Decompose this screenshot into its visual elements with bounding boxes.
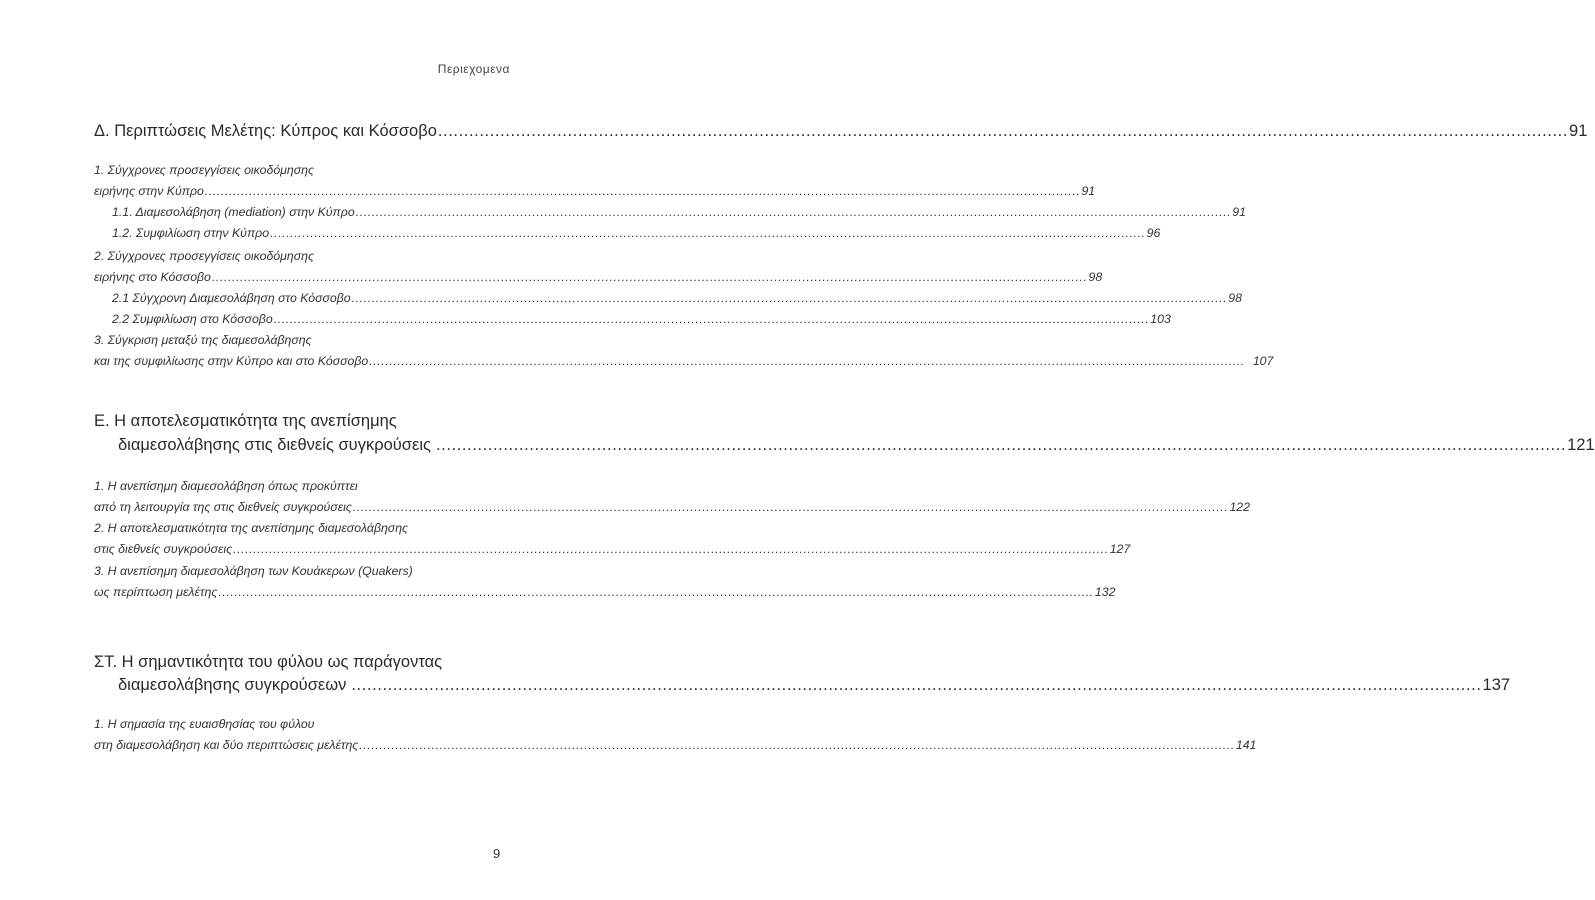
toc-entry-text: ως περίπτωση μελέτης: [94, 585, 218, 599]
leader-dots: ..........................................................................................................................................................................................................................: [359, 738, 1235, 752]
toc-entry-d1-line1: [94, 163, 314, 177]
section-e-page: 121: [1567, 436, 1595, 454]
leader-dots: ..........................................................................................................................................................................................................................: [369, 354, 1245, 368]
toc-entry-page: 122: [1229, 500, 1250, 514]
toc-entry-text: στη διαμεσολάβηση και δύο περιπτώσεις μελέτης: [94, 738, 359, 752]
toc-entry-text: 1. Σύγχρονες προσεγγίσεις οικοδόμησης: [94, 163, 314, 177]
section-e-heading-line1: [94, 412, 397, 431]
toc-entry-d2-line1: [94, 249, 314, 263]
toc-entry-e3-line2: [94, 585, 1116, 599]
toc-entry-e1-line1: [94, 479, 358, 493]
toc-entry-e1-line2: [94, 500, 1250, 514]
section-e-heading-line2: [118, 436, 1595, 455]
toc-entry-text: και της συμφιλίωσης στην Κύπρο και στο Κόσσοβο: [94, 354, 369, 368]
toc-entry-text: ειρήνης στο Κόσσοβο: [94, 270, 211, 284]
section-st-heading-line2: [118, 676, 1511, 695]
toc-entry-text: ειρήνης στην Κύπρο: [94, 184, 204, 198]
toc-entry-st1-line1: [94, 717, 314, 731]
toc-entry-e2-line2: [94, 542, 1131, 556]
toc-entry-page: 98: [1088, 270, 1103, 284]
toc-entry-text: 3. Σύγκριση μεταξύ της διαμεσολάβησης: [94, 333, 312, 347]
toc-entry-text: 2.2 Συμφιλίωση στο Κόσσοβο: [112, 312, 273, 326]
toc-entry-text: 2.1 Σύγχρονη Διαμεσολάβηση στο Κόσσοβο: [112, 291, 351, 305]
toc-entry-page: 141: [1235, 738, 1257, 752]
leader-dots: ..........................................................................................................................................................................................................................: [233, 542, 1109, 556]
toc-entry-text: 2. Σύγχρονες προσεγγίσεις οικοδόμησης: [94, 249, 314, 263]
toc-entry-d1-line2: [94, 184, 1096, 198]
section-st-heading-line1: [94, 653, 442, 672]
toc-entry-text: 1. Η σημασία της ευαισθησίας του φύλου: [94, 717, 315, 731]
toc-entry-d12: [112, 226, 1161, 240]
toc-entry-page: 91: [1081, 184, 1096, 198]
section-st-title: διαμεσολάβησης συγκρούσεων: [118, 676, 347, 694]
toc-entry-e2-line1: [94, 521, 408, 535]
toc-entry-d3-line1: [94, 333, 312, 347]
section-d-heading: [94, 122, 1588, 141]
toc-entry-page: 96: [1146, 226, 1161, 240]
section-st-page: 137: [1482, 676, 1511, 694]
toc-entry-d21: [112, 291, 1242, 305]
toc-entry-d11: [112, 205, 1246, 219]
leader-dots: ..........................................................................................................................................................................................................................: [435, 436, 1567, 454]
leader-dots: ..........................................................................................................................................................................................................................: [351, 676, 1482, 694]
section-st-title: ΣΤ. Η σημαντικότητα του φύλου ως παράγοντας: [94, 653, 443, 671]
toc-entry-page: 107: [1252, 354, 1274, 368]
toc-entry-text: 1. Η ανεπίσημη διαμεσολάβηση όπως προκύπτει: [94, 479, 358, 493]
page-number: 9: [493, 846, 501, 861]
leader-dots: ..........................................................................................................................................................................................................................: [355, 205, 1232, 219]
running-head: Περιεχομενα: [437, 62, 510, 76]
toc-entry-d22: [112, 312, 1171, 326]
toc-entry-d3-line2: [94, 354, 1274, 368]
toc-entry-text: 1.2. Συμφιλίωση στην Κύπρο: [112, 226, 270, 240]
leader-dots: ..........................................................................................................................................................................................................................: [352, 500, 1229, 514]
toc-entry-text: στις διεθνείς συγκρούσεις: [94, 542, 233, 556]
toc-entry-d2-line2: [94, 270, 1103, 284]
toc-entry-st1-line2: [94, 738, 1257, 752]
toc-entry-text: 2. Η αποτελεσματικότητα της ανεπίσημης διαμεσολάβησης: [94, 521, 409, 535]
section-d-title: Δ. Περιπτώσεις Μελέτης: Κύπρος και Κόσσοβο: [94, 122, 437, 140]
toc-entry-page: 91: [1232, 205, 1246, 219]
leader-dots: ..........................................................................................................................................................................................................................: [218, 585, 1094, 599]
toc-entry-page: 103: [1150, 312, 1171, 326]
toc-entry-e3-line1: [94, 564, 413, 578]
toc-entry-text: 3. Η ανεπίσημη διαμεσολάβηση των Κουάκερων (Quakers): [94, 564, 413, 578]
section-d-page: 91: [1569, 122, 1588, 140]
section-e-title: Ε. Η αποτελεσματικότητα της ανεπίσημης: [94, 412, 397, 430]
toc-entry-text: 1.1. Διαμεσολάβηση (mediation) στην Κύπρο: [112, 205, 355, 219]
leader-dots: ..........................................................................................................................................................................................................................: [273, 312, 1150, 326]
toc-entry-page: 127: [1109, 542, 1131, 556]
toc-entry-page: 132: [1094, 585, 1116, 599]
leader-dots: ..........................................................................................................................................................................................................................: [204, 184, 1081, 198]
leader-dots: ..........................................................................................................................................................................................................................: [437, 122, 1569, 140]
section-e-title: διαμεσολάβησης στις διεθνείς συγκρούσεις: [118, 436, 431, 454]
leader-dots: ..........................................................................................................................................................................................................................: [211, 270, 1088, 284]
toc-entry-text: από τη λειτουργία της στις διεθνείς συγκρούσεις: [94, 500, 352, 514]
toc-entry-page: 98: [1228, 291, 1242, 305]
leader-dots: ..........................................................................................................................................................................................................................: [351, 291, 1228, 305]
leader-dots: ..........................................................................................................................................................................................................................: [270, 226, 1146, 240]
